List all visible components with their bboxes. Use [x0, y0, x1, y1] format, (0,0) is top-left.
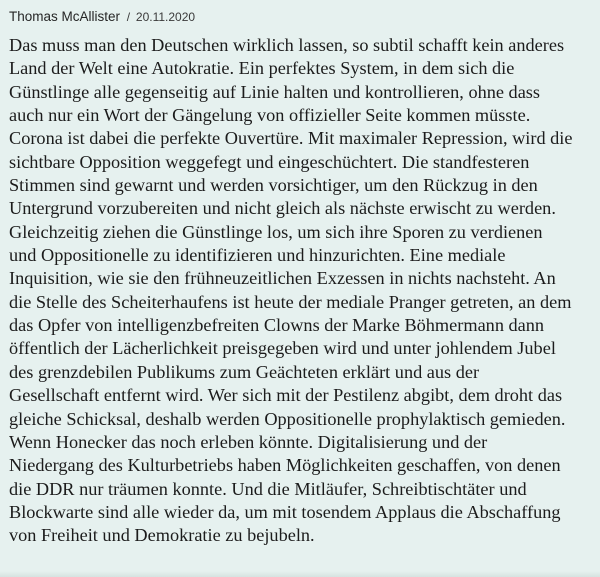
comment-line: Gesellschaft entfernt wird. Wer sich mit der Pestilenz abgibt, dem droht das	[9, 385, 563, 406]
comment-author[interactable]: Thomas McAllister	[9, 9, 121, 24]
bottom-edge-shadow	[0, 571, 600, 577]
comment-line: Inquisition, wie sie den frühneuzeitlichen Exzessen in nichts nachsteht. An	[9, 268, 556, 289]
comment-line: Günstlinge alle gegenseitig auf Linie halten und kontrollieren, ohne dass	[9, 81, 541, 102]
comment-line: Niedergang des Kulturbetriebs haben Möglichkeiten geschaffen, von denen	[9, 455, 561, 476]
comment-line: Gleichzeitig ziehen die Günstlinge los, um sich ihre Sporen zu verdienen	[9, 221, 543, 242]
comment-line: auch nur ein Wort der Gängelung von offizieller Seite kommen müsste.	[9, 105, 531, 126]
comment-meta	[9, 8, 590, 26]
comment-line: und Oppositionelle zu identifizieren und hinzurichten. Eine mediale	[9, 245, 506, 266]
comment-line: Wenn Honecker das noch erleben könnte. Digitalisierung und der	[9, 431, 488, 452]
comment-body	[9, 34, 590, 548]
comment-line: Corona ist dabei die perfekte Ouvertüre. Mit maximaler Repression, wird die	[9, 128, 573, 149]
comment-date: 20.11.2020	[135, 10, 196, 24]
comment-line: die DDR nur träumen konnte. Und die Mitläufer, Schreibtischtäter und	[9, 478, 527, 499]
comment-line: das Opfer von intelligenzbefreiten Clowns der Marke Böhmermann dann	[9, 315, 545, 336]
comment-line: des grenzdebilen Publikums zum Geächteten erklärt und aus der	[9, 361, 480, 382]
meta-separator: /	[126, 10, 131, 24]
comment-line: öffentlich der Lächerlichkeit preisgegeben wird und unter johlendem Jubel	[9, 338, 556, 359]
comment-line: Untergrund vorzubereiten und nicht gleich als nächste erwischt zu werden.	[9, 198, 556, 219]
comment-line: Stimmen sind gewarnt und werden vorsichtiger, um den Rückzug in den	[9, 175, 538, 196]
comment-line: Land der Welt eine Autokratie. Ein perfektes System, in dem sich die	[9, 58, 515, 79]
comment-line: die Stelle des Scheiterhaufens ist heute der mediale Pranger getreten, an dem	[9, 291, 572, 312]
comment-line: sichtbare Opposition weggefegt und eingeschüchtert. Die standfesteren	[9, 151, 530, 172]
comment-line: Das muss man den Deutschen wirklich lassen, so subtil schafft kein anderes	[9, 35, 565, 55]
comment-line: Blockwarte sind alle wieder da, um mit tosendem Applaus die Abschaffung	[9, 501, 561, 522]
comment-line: von Freiheit und Demokratie zu bejubeln.	[9, 525, 315, 546]
comment-line: gleiche Schicksal, deshalb werden Oppositionelle prophylaktisch gemieden.	[9, 408, 566, 429]
